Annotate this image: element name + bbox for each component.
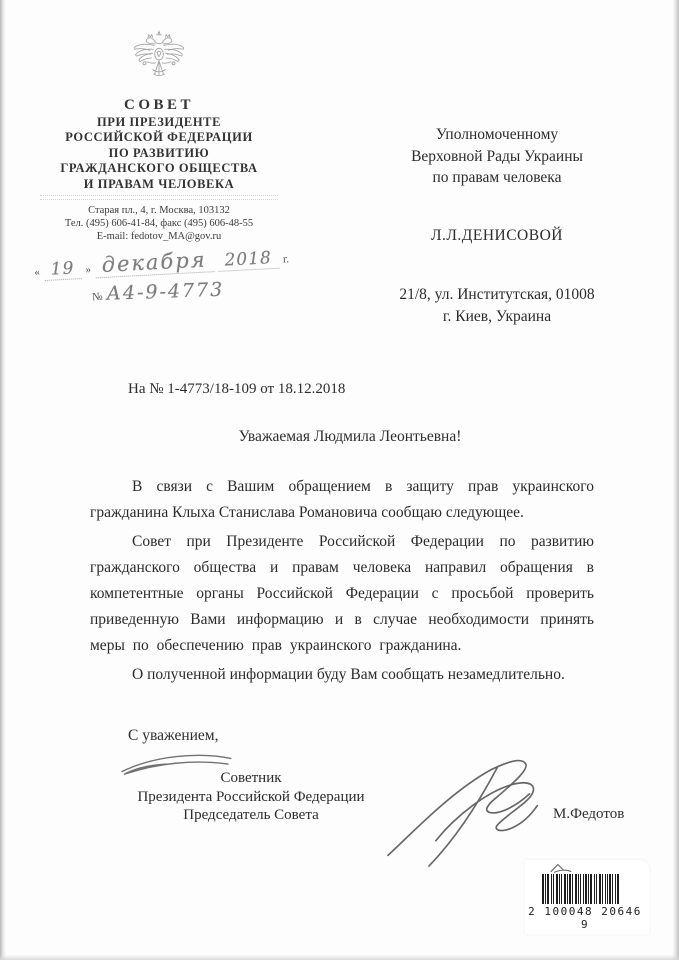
scan-edge-bottom: [0, 955, 679, 960]
recipient-name: Л.Л.ДЕНИСОВОЙ: [431, 226, 563, 244]
email: E-mail: fedotov_MA@gov.ru: [96, 231, 222, 242]
barcode-number: 2 100048 20646 9: [528, 905, 642, 931]
scan-edge-right: [672, 0, 679, 960]
number-sign: №: [91, 290, 103, 304]
handwritten-year: 2018: [217, 248, 279, 272]
letterhead: [33, 26, 285, 243]
handwritten-number: А4-9-4773: [106, 278, 225, 305]
coat-of-arms-eagle-icon: [130, 26, 188, 90]
org-line: СОВЕТ: [123, 97, 194, 113]
contact-block: [33, 204, 285, 243]
organization-title: [33, 98, 285, 192]
barcode-bars: [542, 874, 619, 904]
pen-mark-icon: [547, 862, 574, 874]
barcode-sticker: [525, 860, 649, 934]
org-line: ГРАЖДАНСКОГО ОБЩЕСТВА: [60, 161, 258, 175]
phone-fax: Тел. (495) 606-41-84, факс (495) 606-48-55: [64, 218, 254, 229]
signature-scribble: [380, 748, 555, 870]
recipient-block: [338, 124, 656, 327]
org-line: И ПРАВАМ ЧЕЛОВЕКА: [83, 176, 235, 191]
letter-body: [90, 474, 594, 688]
postal-address: Старая пл., 4, г. Москва, 103132: [88, 205, 230, 216]
year-suffix: г.: [282, 253, 290, 266]
recipient-line: по правам человека: [432, 169, 562, 186]
letterhead-divider: [40, 195, 278, 196]
org-line: ПРИ ПРЕЗИДЕНТЕ: [96, 114, 222, 129]
handwritten-day: 19: [43, 258, 82, 281]
closing-regards: С уважением,: [128, 727, 219, 744]
signer-position-block: [95, 769, 407, 825]
position-line: Президента Российской Федерации: [137, 788, 365, 805]
quote-open: «: [34, 266, 41, 279]
body-paragraph: Совет при Президенте Российской Федерации по развитию гражданского общества и правам человека направил обращения в компетентные органы Российской Федерации с просьбой проверить приведенную Вами информацию и в случае необходимости принять меры по обеспечению прав украинского гражданина.: [90, 533, 594, 654]
org-line: РОССИЙСКОЙ ФЕДЕРАЦИИ: [65, 130, 253, 144]
reference-line: На № 1-4773/18-109 от 18.12.2018: [128, 381, 346, 397]
position-line: Председатель Совета: [183, 807, 319, 823]
handwritten-month: декабря: [94, 247, 214, 278]
recipient-line: Уполномоченному: [435, 126, 559, 143]
outgoing-number-line: [92, 279, 225, 306]
body-paragraph: О полученной информации буду Вам сообщать незамедлительно.: [132, 666, 565, 683]
org-line: ПО РАЗВИТИЮ: [108, 145, 210, 160]
scan-edge-left: [0, 0, 6, 960]
salutation: Уважаемая Людмила Леонтьевна!: [238, 428, 462, 445]
signer-name: М.Федотов: [553, 806, 625, 822]
letterhead-divider-2: [40, 199, 278, 200]
recipient-address-line: г. Киев, Украина: [442, 307, 552, 325]
body-paragraph: В связи с Вашим обращением в защиту прав украинского гражданина Клыха Станислава Романовича сообщаю следующее.: [90, 478, 594, 521]
quote-close: »: [85, 263, 92, 276]
handwritten-date-line: [34, 243, 290, 280]
recipient-address-line: 21/8, ул. Институтская, 01008: [399, 286, 595, 303]
position-line: Советник: [220, 770, 282, 786]
recipient-line: Верховной Рады Украины: [411, 147, 583, 165]
